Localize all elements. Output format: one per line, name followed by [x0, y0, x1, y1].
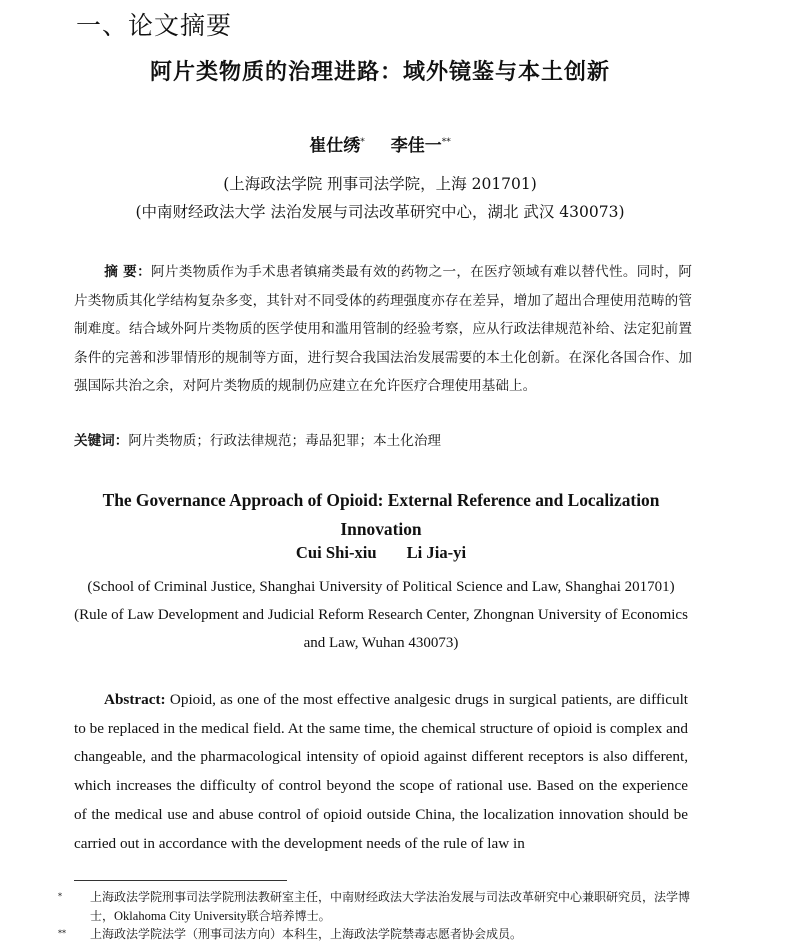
- english-abstract: [74, 686, 688, 858]
- footnote-1-text-a: 上海政法学院刑事司法学院刑法教研室主任，中南财经政法大学法治发展与司法改革研究中心兼职研究员，法学博士，: [90, 890, 691, 923]
- keywords-text: 阿片类物质；行政法律规范；毒品犯罪；本土化治理: [128, 433, 442, 449]
- author-2-footnote-mark: **: [441, 137, 451, 148]
- footnote-1-university: Oklahoma City University: [114, 908, 247, 923]
- footnote-2: [58, 925, 694, 944]
- english-affiliations: [66, 573, 696, 657]
- chinese-title: 阿片类物质的治理进路：域外镜鉴与本土创新: [149, 59, 610, 85]
- english-author-2: Li Jia-yi: [406, 543, 467, 562]
- footnote-1-text-b: 联合培养博士。: [246, 908, 331, 923]
- chinese-abstract: [74, 258, 692, 401]
- chinese-affiliation-1: (上海政法学院 刑事司法学院，上海 201701): [223, 175, 537, 193]
- english-authors: [76, 543, 686, 563]
- author-1: 崔仕绣: [309, 136, 361, 156]
- chinese-affiliation-2: (中南财经政法大学 法治发展与司法改革研究中心，湖北 武汉 430073): [135, 203, 625, 221]
- chinese-abstract-label: 摘 要：: [104, 264, 151, 280]
- footnote-divider: [74, 880, 287, 881]
- footnote-2-mark: **: [58, 929, 66, 938]
- footnote-1: [58, 888, 694, 925]
- english-abstract-text: Opioid, as one of the most effective analgesic drugs in surgical patients, are difficult to be replaced in the medical field. At the same time, the chemical structure of opioid is complex and changeable, and the pharmacological intensity of opioid against different receptors is also different, which increases the difficulty of control beyond the scope of rational use. Based on the experience of the medical use and abuse control of opioid outside China, the localization innovation should be carried out in accordance with the development needs of the rule of law in: [74, 691, 689, 852]
- english-affiliation-2: (Rule of Law Development and Judicial Reform Research Center, Zhongnan University of Economics and Law, Wuhan 430073): [74, 607, 688, 651]
- english-title: The Governance Approach of Opioid: External Reference and Localization Innovation: [102, 490, 660, 539]
- footnote-2-text: 上海政法学院法学（刑事司法方向）本科生，上海政法学院禁毒志愿者协会成员。: [90, 927, 523, 941]
- chinese-keywords: [74, 427, 692, 455]
- footnote-1-mark: *: [58, 892, 62, 901]
- section-heading: 一、论文摘要: [76, 11, 233, 40]
- chinese-abstract-text: 阿片类物质作为手术患者镇痛类最有效的药物之一，在医疗领域有难以替代性。同时，阿片类物质其化学结构复杂多变，其针对不同受体的药理强度亦存在差异，增加了超出合理使用范畴的管制难度。结合域外阿片类物质的医学使用和滥用管制的经验考察，应从行政法律规范补给、法定犯前置条件的完善和涉罪情形的规制等方面，进行契合我国法治发展需要的本土化创新。在深化各国合作、加强国际共治之余，对阿片类物质的规制仍应建立在允许医疗合理使用基础上。: [74, 264, 693, 394]
- author-2: 李佳一: [390, 136, 442, 156]
- author-1-footnote-mark: *: [360, 137, 365, 148]
- english-affiliation-1: (School of Criminal Justice, Shanghai University of Political Science and Law, Shanghai 201701): [87, 579, 675, 595]
- english-author-1: Cui Shi-xiu: [295, 543, 377, 562]
- footnotes: [58, 888, 694, 944]
- chinese-authors: [0, 131, 760, 156]
- keywords-label: 关键词：: [74, 433, 129, 449]
- english-abstract-label: Abstract:: [104, 691, 166, 708]
